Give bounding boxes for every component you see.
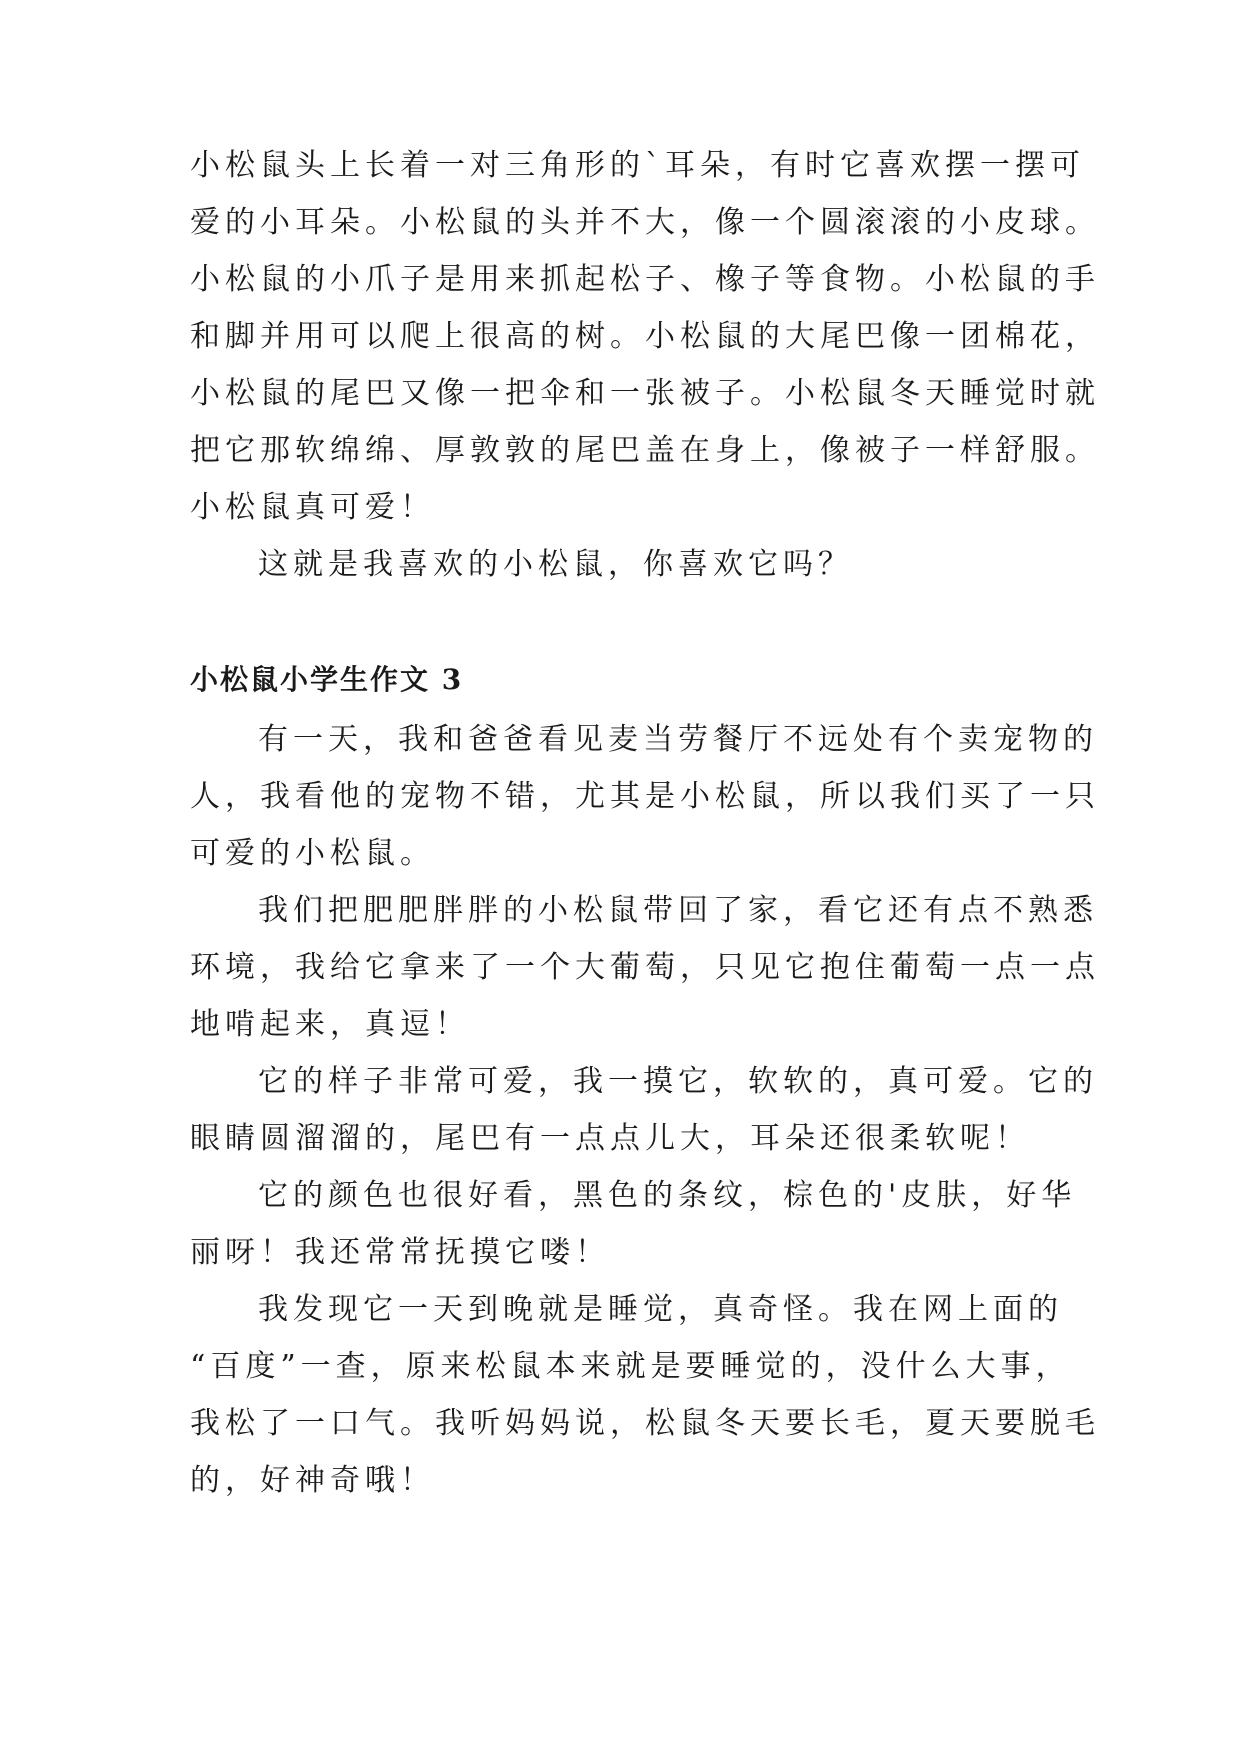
body-line: 的，好神奇哦！ [190, 1463, 435, 1498]
body-line: 把它那软绵绵、厚敦敦的尾巴盖在身上，像被子一样舒服。 [190, 433, 1100, 468]
body-line: 环境，我给它拿来了一个大葡萄，只见它抱住葡萄一点一点 [190, 950, 1100, 985]
body-line: 和脚并用可以爬上很高的树。小松鼠的大尾巴像一团棉花， [190, 319, 1100, 354]
body-line: 人，我看他的宠物不错，尤其是小松鼠，所以我们买了一只 [190, 779, 1100, 814]
body-line: 我松了一口气。我听妈妈说，松鼠冬天要长毛，夏天要脱毛 [190, 1406, 1100, 1441]
body-line: 它的样子非常可爱，我一摸它，软软的，真可爱。它的 [258, 1064, 1098, 1099]
section-title: 小松鼠小学生作文 3 [190, 663, 464, 696]
body-line: 小松鼠的小爪子是用来抓起松子、橡子等食物。小松鼠的手 [190, 262, 1100, 297]
body-line: “百度”一查，原来松鼠本来就是要睡觉的，没什么大事， [190, 1349, 1071, 1384]
closing-line: 这就是我喜欢的小松鼠，你喜欢它吗？ [258, 547, 853, 582]
body-line: 地啃起来，真逗！ [190, 1007, 470, 1042]
body-line: 眼睛圆溜溜的，尾巴有一点点儿大，耳朵还很柔软呢！ [190, 1121, 1030, 1156]
body-line: 有一天，我和爸爸看见麦当劳餐厅不远处有个卖宠物的 [258, 722, 1098, 757]
body-line: 爱的小耳朵。小松鼠的头并不大，像一个圆滚滚的小皮球。 [190, 205, 1100, 240]
body-line: 它的颜色也很好看，黑色的条纹，棕色的'皮肤，好华 [258, 1178, 1077, 1213]
body-line: 小松鼠头上长着一对三角形的`耳朵，有时它喜欢摆一摆可 [190, 148, 1085, 183]
body-line: 小松鼠的尾巴又像一把伞和一张被子。小松鼠冬天睡觉时就 [190, 376, 1100, 411]
body-line: 我发现它一天到晚就是睡觉，真奇怪。我在网上面的 [258, 1292, 1063, 1327]
body-line: 丽呀！我还常常抚摸它喽！ [190, 1235, 610, 1270]
body-line: 小松鼠真可爱！ [190, 490, 435, 525]
body-line: 我们把肥肥胖胖的小松鼠带回了家，看它还有点不熟悉 [258, 893, 1098, 928]
body-line: 可爱的小松鼠。 [190, 836, 435, 871]
